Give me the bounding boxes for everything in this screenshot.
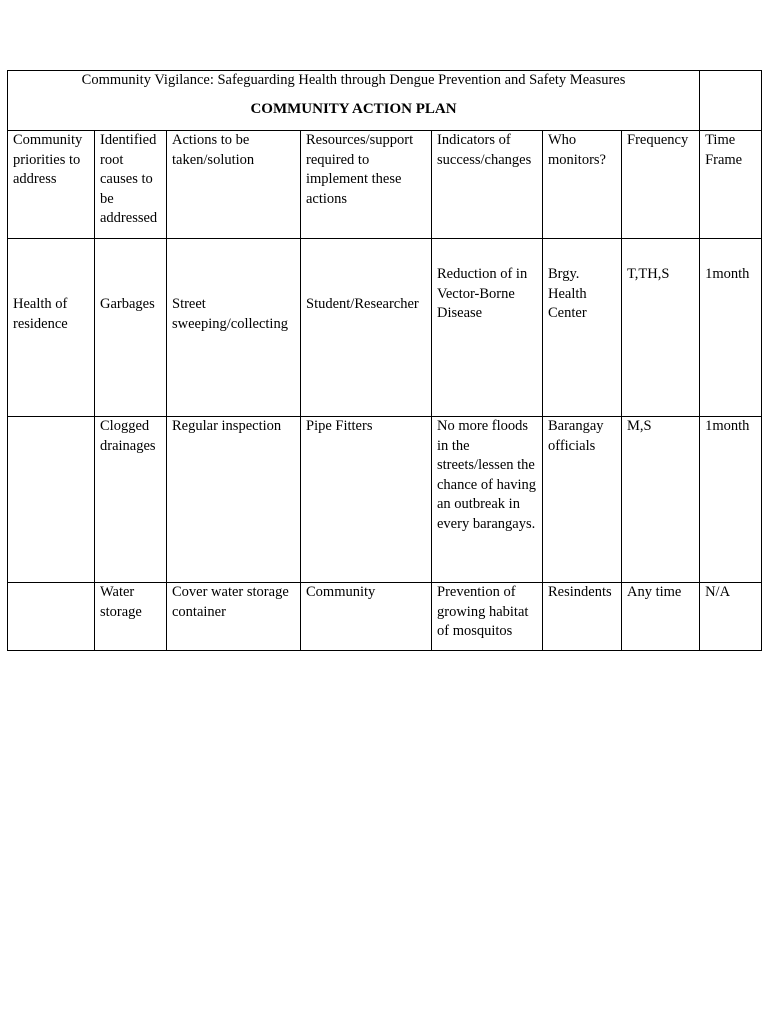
- table-row: [8, 583, 762, 651]
- header-root-causes: Identified root causes to be addressed: [95, 131, 167, 239]
- cell-monitor: Barangay officials: [543, 417, 622, 583]
- cell-frequency: Any time: [622, 583, 700, 651]
- cell-cause: Garbages: [95, 239, 167, 417]
- cell-indicator: Reduction of in Vector-Borne Disease: [432, 239, 543, 417]
- title-cell: [8, 71, 700, 131]
- cell-priority: [8, 417, 95, 583]
- cell-priority: [8, 583, 95, 651]
- cell-cause: Water storage: [95, 583, 167, 651]
- cell-indicator: No more floods in the streets/lessen the chance of having an outbreak in every barangays.: [432, 417, 543, 583]
- header-timeframe: Time Frame: [700, 131, 762, 239]
- cell-priority: Health of residence: [8, 239, 95, 417]
- cell-resources: Student/Researcher: [301, 239, 432, 417]
- table-row: [8, 417, 762, 583]
- title-empty-cell: [700, 71, 762, 131]
- community-action-plan-table: [7, 70, 762, 651]
- header-indicators: Indicators of success/changes: [432, 131, 543, 239]
- cell-resources: Pipe Fitters: [301, 417, 432, 583]
- header-row: [8, 131, 762, 239]
- cell-action: Street sweeping/collecting: [167, 239, 301, 417]
- header-resources: Resources/support required to implement these actions: [301, 131, 432, 239]
- cell-monitor: Brgy. Health Center: [543, 239, 622, 417]
- header-frequency: Frequency: [622, 131, 700, 239]
- cell-resources: Community: [301, 583, 432, 651]
- cell-monitor: Resindents: [543, 583, 622, 651]
- header-monitors: Who monitors?: [543, 131, 622, 239]
- plan-title: COMMUNITY ACTION PLAN: [250, 101, 457, 117]
- cell-frequency: T,TH,S: [622, 239, 700, 417]
- cell-action: Regular inspection: [167, 417, 301, 583]
- cell-indicator: Prevention of growing habitat of mosquitos: [432, 583, 543, 651]
- cell-frequency: M,S: [622, 417, 700, 583]
- cell-cause: Clogged drainages: [95, 417, 167, 583]
- cell-action: Cover water storage container: [167, 583, 301, 651]
- cell-timeframe: N/A: [700, 583, 762, 651]
- cell-timeframe: 1month: [700, 239, 762, 417]
- header-actions: Actions to be taken/solution: [167, 131, 301, 239]
- table-row: [8, 239, 762, 417]
- header-priorities: Community priorities to address: [8, 131, 95, 239]
- title-row: [8, 71, 762, 131]
- cell-timeframe: 1month: [700, 417, 762, 583]
- document-subtitle: Community Vigilance: Safeguarding Health through Dengue Prevention and Safety Measures: [81, 72, 626, 88]
